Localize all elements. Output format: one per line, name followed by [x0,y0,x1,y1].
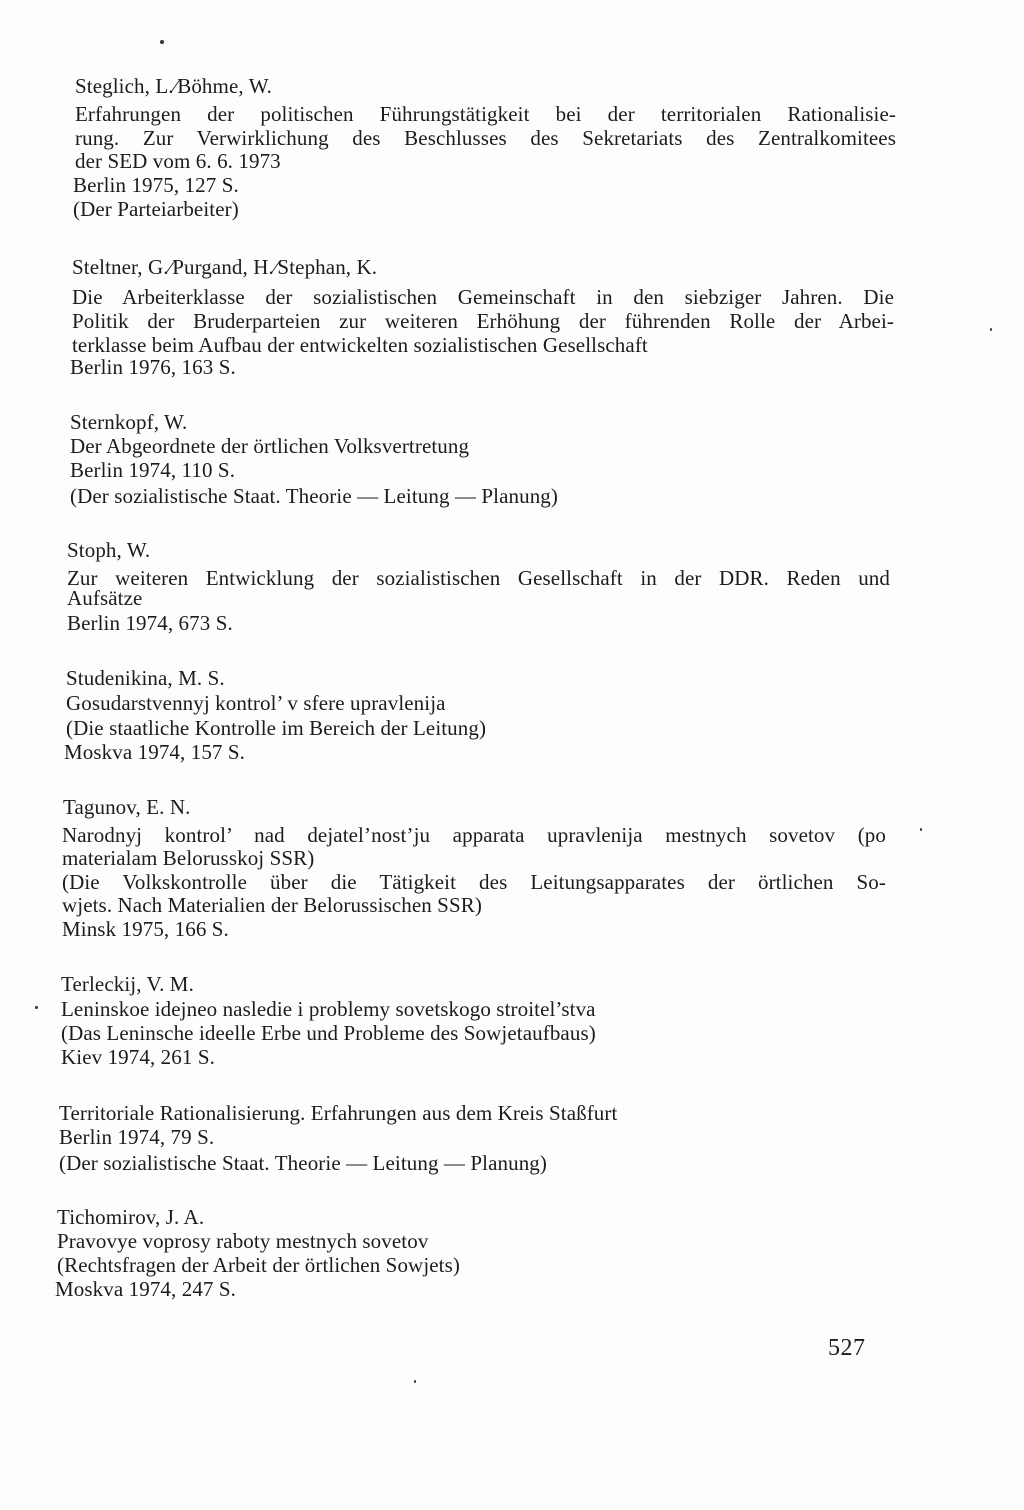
entry-imprint: Berlin 1974, 673 S. [67,611,233,635]
entry-title-line: Narodnyj kontrol’ nad dejatel’nost’ju apparata upravlenija mestnych sovetov (po [62,823,886,847]
entry-imprint: Minsk 1975, 166 S. [62,917,229,941]
scan-speck [160,40,164,44]
entry-title-line: (Rechtsfragen der Arbeit der örtlichen Sowjets) [57,1253,460,1277]
entry-author: Studenikina, M. S. [66,666,225,690]
entry-imprint: Moskva 1974, 247 S. [55,1277,236,1301]
entry-imprint: Kiev 1974, 261 S. [61,1045,215,1069]
entry-title-line: Aufsätze [67,586,143,610]
entry-title-line: Der Abgeordnete der örtlichen Volksvertretung [70,434,470,458]
entry-title-line: materialam Belorusskoj SSR) [62,846,315,870]
entry-title-line: der SED vom 6. 6. 1973 [75,149,281,173]
entry-title-line: Pravovye voprosy raboty mestnych sovetov [57,1229,429,1253]
entry-author: Sternkopf, W. [70,410,188,434]
scan-speck [35,1006,38,1009]
entry-author: Tagunov, E. N. [63,795,191,819]
entry-author: Steglich, L.⁄Böhme, W. [75,74,273,98]
scan-speck [920,828,922,831]
entry-title-line: Erfahrungen der politischen Führungstätigkeit bei der territorialen Rationalisie- [75,102,896,126]
entry-title-line: Leninskoe idejneo nasledie i problemy sovetskogo stroitel’stva [61,997,596,1021]
entry-title-line: Territoriale Rationalisierung. Erfahrungen aus dem Kreis Staßfurt [59,1101,618,1125]
entry-title-line: (Die Volkskontrolle über die Tätigkeit des Leitungsapparates der örtlichen So- [62,870,886,894]
entry-imprint: Berlin 1974, 110 S. [70,458,236,482]
entry-title-line: Politik der Bruderparteien zur weiteren Erhöhung der führenden Rolle der Arbei- [72,309,894,333]
entry-series: (Der Parteiarbeiter) [73,197,239,221]
entry-series: (Der sozialistische Staat. Theorie — Leitung — Planung) [59,1151,547,1175]
page-number: 527 [828,1335,866,1361]
entry-imprint: Berlin 1974, 79 S. [59,1125,215,1149]
entry-author: Terleckij, V. M. [61,972,194,996]
entry-title-line: Die Arbeiterklasse der sozialistischen Gemeinschaft in den siebziger Jahren. Die [72,285,894,309]
scan-speck [990,328,992,331]
entry-author: Tichomirov, J. A. [57,1205,205,1229]
entry-author: Steltner, G.⁄Purgand, H.⁄Stephan, K. [72,255,378,279]
entry-title-line: terklasse beim Aufbau der entwickelten sozialistischen Gesellschaft [72,333,648,357]
scan-speck [414,1380,416,1383]
entry-title-line: (Die staatliche Kontrolle im Bereich der Leitung) [66,716,487,740]
entry-title-line: Zur weiteren Entwicklung der sozialistischen Gesellschaft in der DDR. Reden und [67,566,890,590]
entry-title-line: Gosudarstvennyj kontrol’ v sfere upravlenija [66,691,446,715]
entry-imprint: Berlin 1975, 127 S. [73,173,239,197]
entry-title-line: (Das Leninsche ideelle Erbe und Probleme des Sowjetaufbaus) [61,1021,596,1045]
entry-imprint: Moskva 1974, 157 S. [64,740,245,764]
entry-author: Stoph, W. [67,538,151,562]
entry-title-line: rung. Zur Verwirklichung des Beschlusses des Sekretariats des Zentralkomitees [75,126,896,150]
entry-title-line: wjets. Nach Materialien der Belorussischen SSR) [62,893,482,917]
entry-series: (Der sozialistische Staat. Theorie — Leitung — Planung) [70,484,558,508]
entry-imprint: Berlin 1976, 163 S. [70,355,236,379]
